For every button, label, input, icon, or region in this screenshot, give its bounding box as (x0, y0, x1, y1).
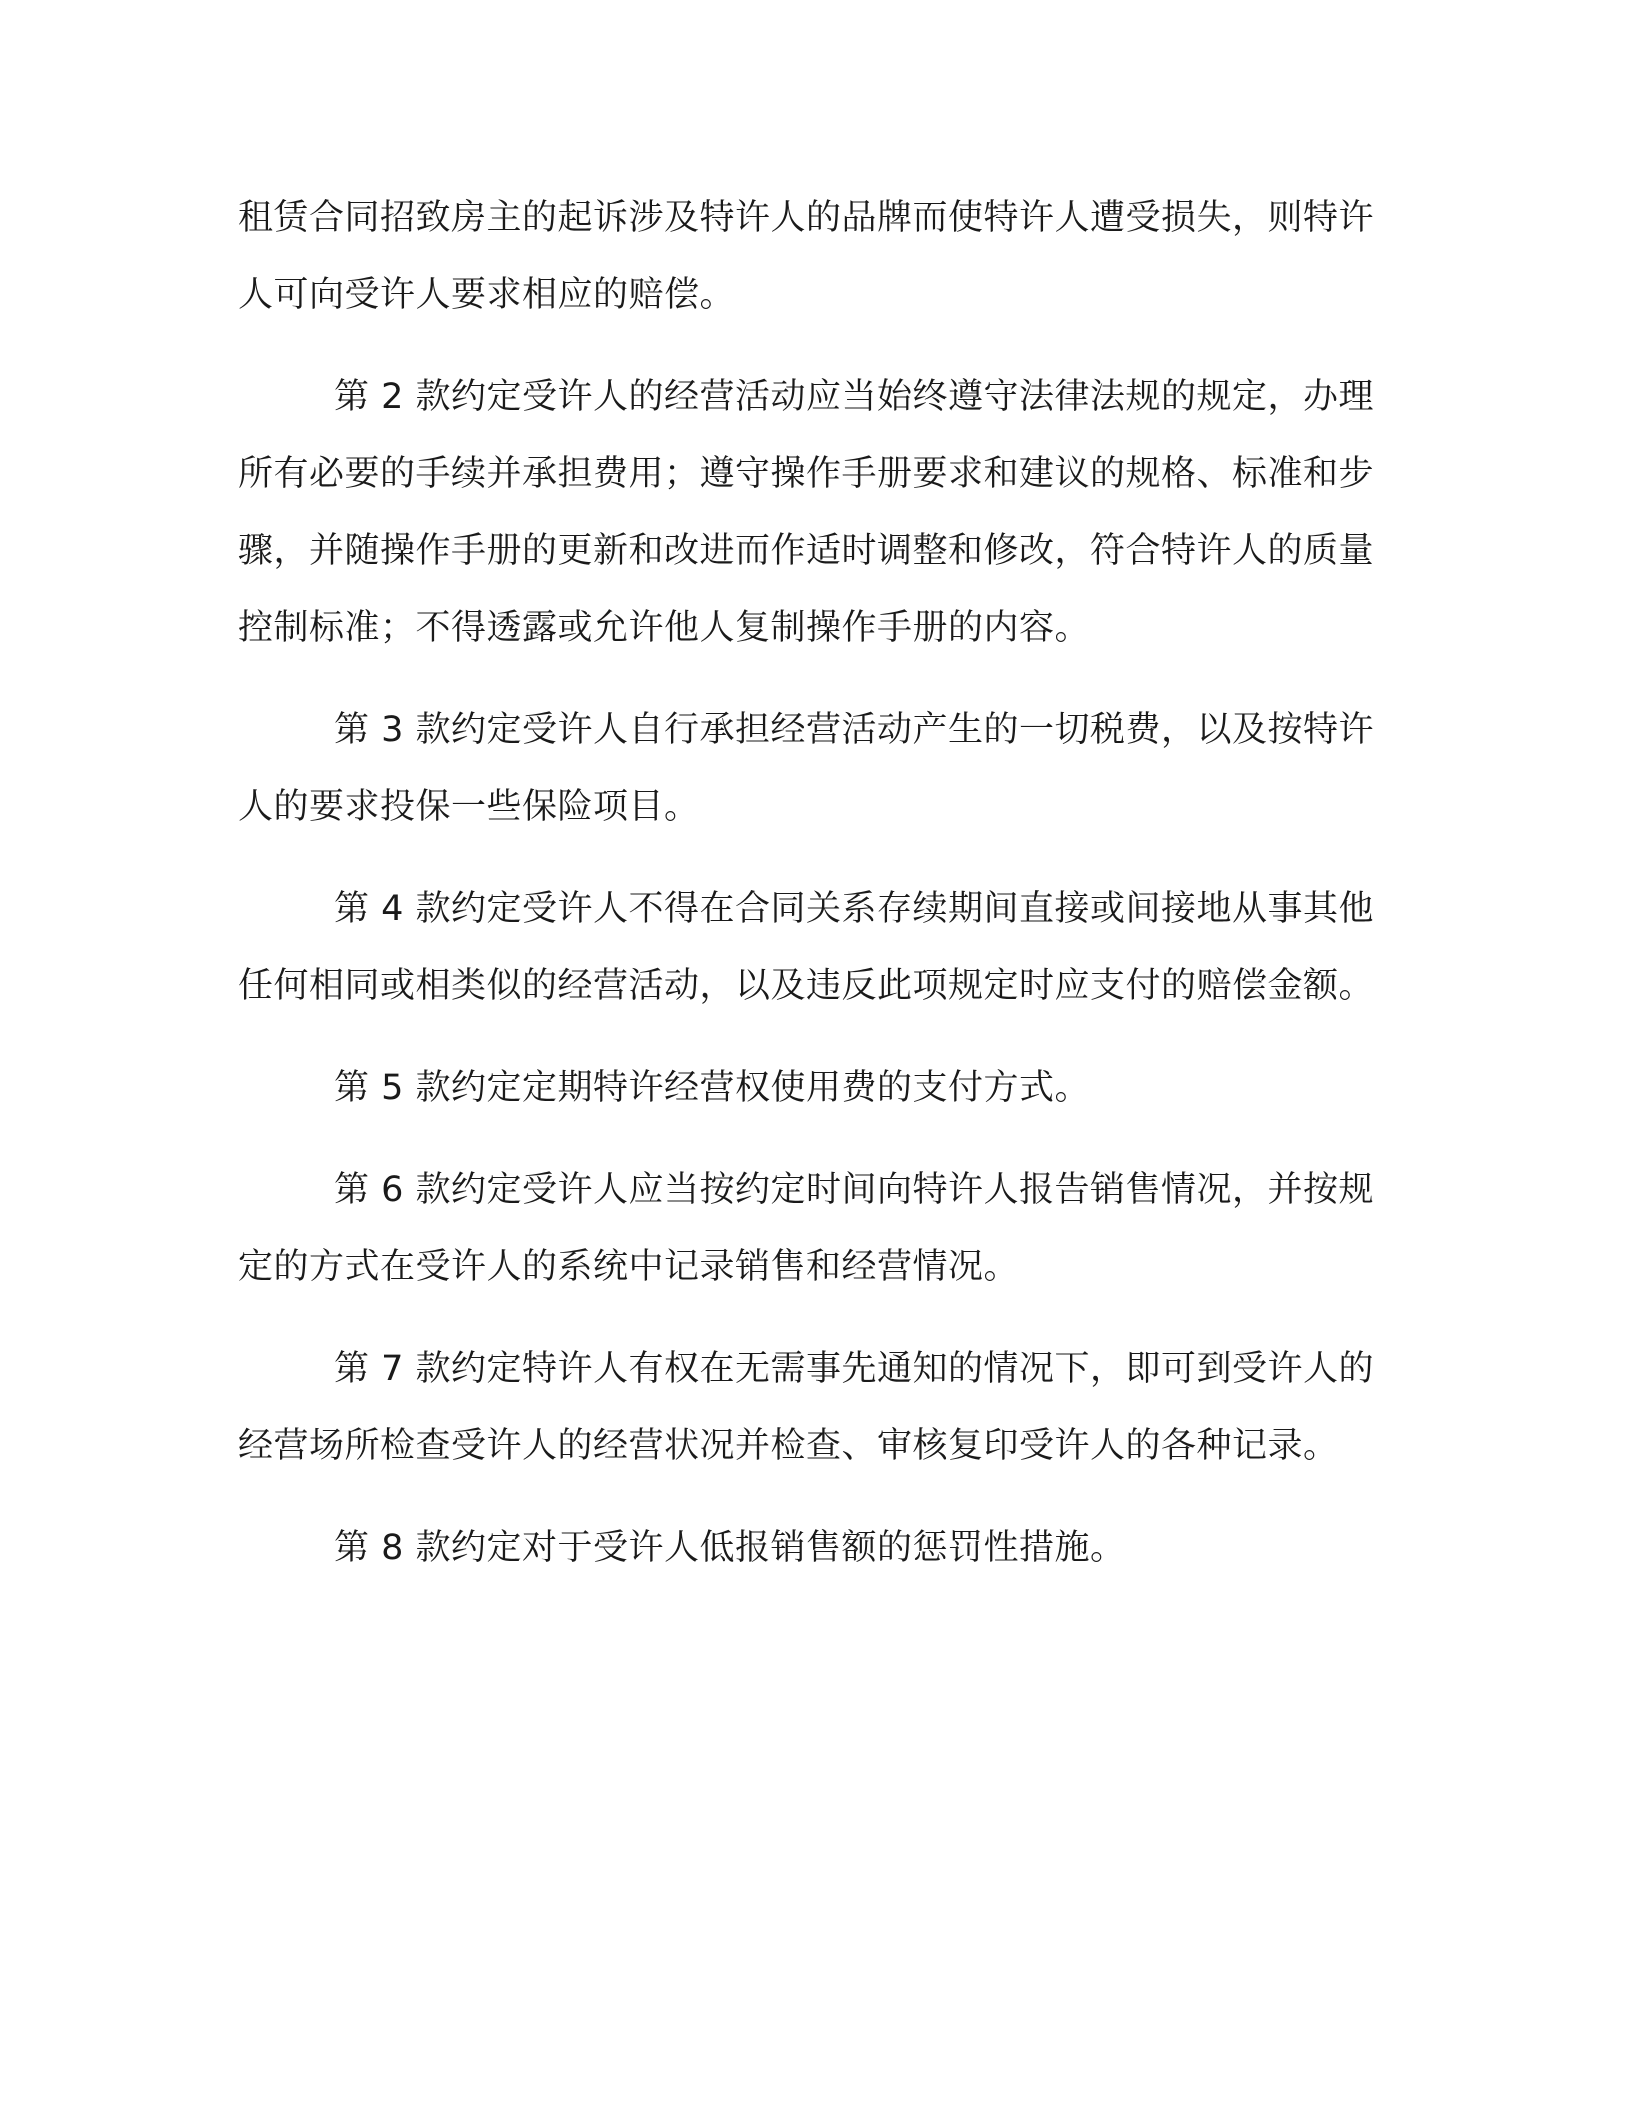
paragraph-clause-2: 第 2 款约定受许人的经营活动应当始终遵守法律法规的规定，办理所有必要的手续并承担费用；遵守操作手册要求和建议的规格、标准和步骤，并随操作手册的更新和改进而作适时调整和修改，符合特许人的质量控制标准；不得透露或允许他人复制操作手册的内容。 (238, 377, 1375, 648)
paragraph-continuation: 租赁合同招致房主的起诉涉及特许人的品牌而使特许人遭受损失，则特许人可向受许人要求相应的赔偿。 (238, 198, 1375, 315)
paragraph-clause-6: 第 6 款约定受许人应当按约定时间向特许人报告销售情况，并按规定的方式在受许人的系统中记录销售和经营情况。 (238, 1170, 1375, 1287)
paragraph-clause-5: 第 5 款约定定期特许经营权使用费的支付方式。 (334, 1068, 1091, 1108)
paragraph-clause-3: 第 3 款约定受许人自行承担经营活动产生的一切税费，以及按特许人的要求投保一些保险项目。 (238, 710, 1375, 827)
document-body (238, 180, 1378, 1612)
paragraph-clause-7: 第 7 款约定特许人有权在无需事先通知的情况下，即可到受许人的经营场所检查受许人的经营状况并检查、审核复印受许人的各种记录。 (238, 1349, 1375, 1466)
paragraph-clause-8: 第 8 款约定对于受许人低报销售额的惩罚性措施。 (334, 1528, 1126, 1568)
paragraph-clause-4: 第 4 款约定受许人不得在合同关系存续期间直接或间接地从事其他任何相同或相类似的经营活动，以及违反此项规定时应支付的赔偿金额。 (238, 889, 1375, 1006)
